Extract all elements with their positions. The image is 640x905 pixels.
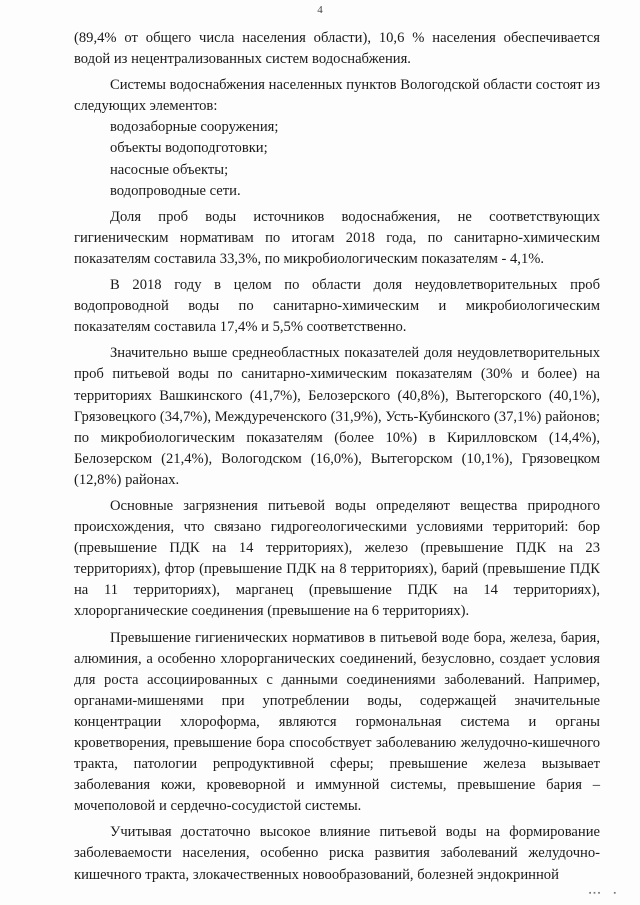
paragraph-system-elements: Системы водоснабжения населенных пунктов Вологодской области состоят из следующих элементов: <box>74 77 600 115</box>
list-item: объекты водоподготовки; <box>110 140 268 157</box>
paragraph-source-samples: Доля проб воды источников водоснабжения, не соответствующих гигиеническим нормативам по итогам 2018 года, по санитарно-химическим показателям составила 33,3%, по микробиологическим показателям - 4,1%. <box>74 208 600 267</box>
paragraph-continuation: (89,4% от общего числа населения области), 10,6 % населения обеспечивается водой из нецентрализованных систем водоснабжения. <box>74 30 600 68</box>
scan-mark: ▪▪▪ ▪ <box>588 889 618 897</box>
paragraph-health-effects: Превышение гигиенических нормативов в питьевой воде бора, железа, бария, алюминия, а особенно хлорорганических соединений, безусловно, создает условия для роста ассоциированных с данными соединениями заболеваний. Например, органами-мишенями при употреблении воды, содержащей значительные концентрации хлороформа, являются гормональная система и органы кроветворения, превышение бора способствует заболеванию желудочно-кишечного тракта, патологии репродуктивной сферы; превышение железа вызывает заболевания кожи, кровеворной и иммунной системы, превышение бария – мочеполовой и сердечно-сосудистой системы. <box>74 629 600 815</box>
list-item: насосные объекты; <box>110 161 229 178</box>
paragraph-region-2018: В 2018 году в целом по области доля неудовлетворительных проб водопроводной воды по санитарно-химическим и микробиологическим показателям составила 17,4% и 5,5% соответственно. <box>74 277 600 336</box>
document-body <box>74 28 600 891</box>
paragraph-pollutants: Основные загрязнения питьевой воды определяют вещества природного происхождения, что связано гидрогеологическими условиями территорий: бор (превышение ПДК на 14 территориях), железо (превышение ПДК на 23 территориях), фтор (превышение ПДК на 8 территориях), барий (превышение ПДК на 11 территориях), марганец (превышение ПДК на 14 территориях), хлорорганические соединения (превышение на 6 территориях). <box>74 497 600 620</box>
paragraph-conclusion: Учитывая достаточно высокое влияние питьевой воды на формирование заболеваемости населения, особенно риска развития заболеваний желудочно-кишечного тракта, злокачественных новообразований, болезней эндокринной <box>74 824 600 883</box>
page-number: 4 <box>317 4 323 16</box>
paragraph-territories: Значительно выше среднеобластных показателей доля неудовлетворительных проб питьевой воды по санитарно-химическим показателям (30% и более) на территориях Вашкинского (41,7%), Белозерского (40,8%), Вытегорского (40,1%), Грязовецкого (34,7%), Междуреченского (31,9%), Усть-Кубинского (37,1%) районов; по микробиологическим показателям (более 10%) в Кирилловском (14,4%), Белозерском (21,4%), Вологодском (16,0%), Вытегорском (10,1%), Грязовецком (12,8%) районах. <box>74 345 600 488</box>
list-item: водозаборные сооружения; <box>110 119 279 136</box>
list-item: водопроводные сети. <box>110 182 241 199</box>
